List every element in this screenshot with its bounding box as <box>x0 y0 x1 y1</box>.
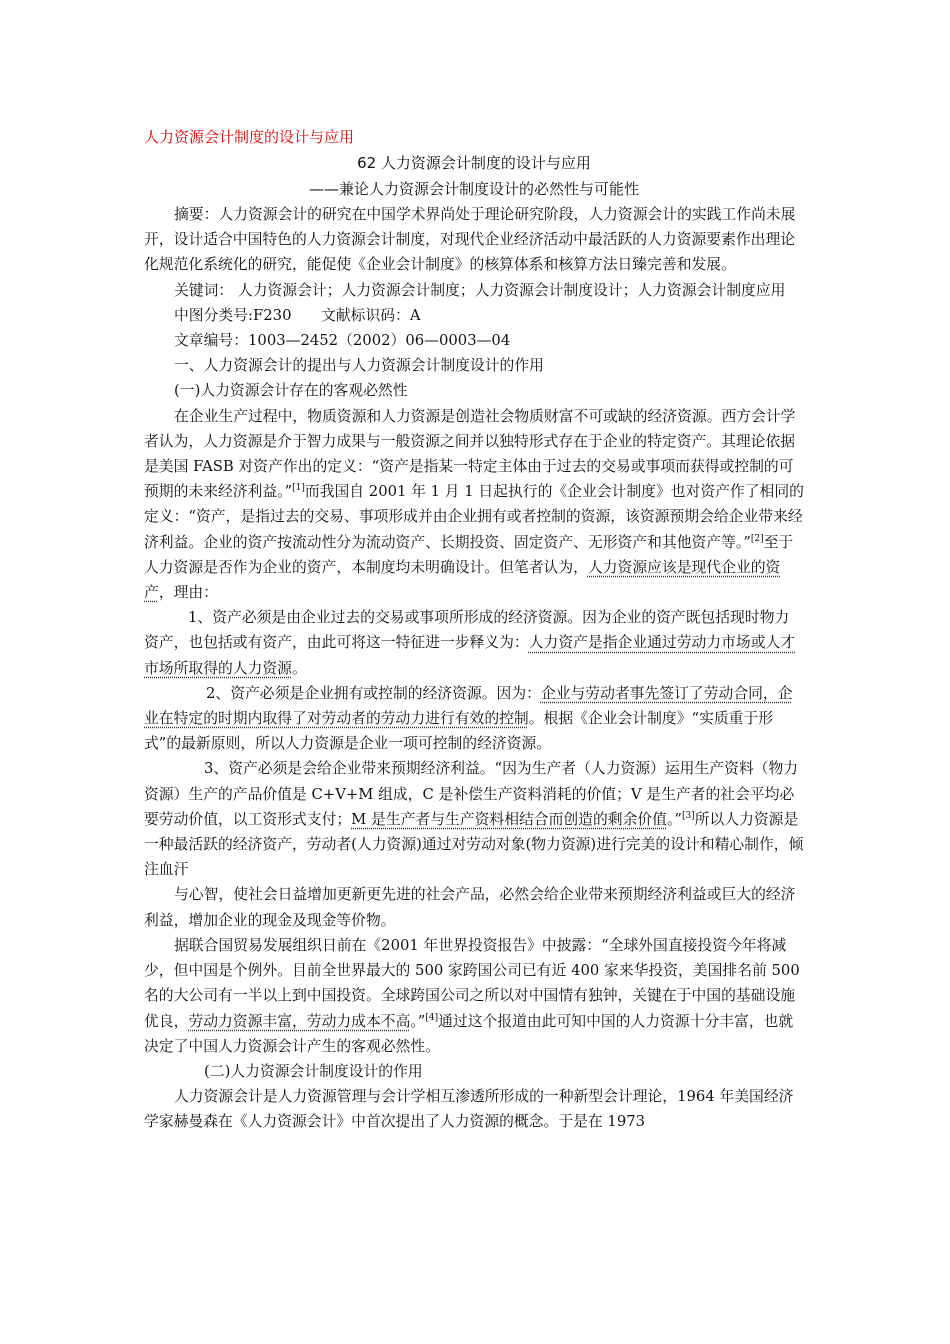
article-subtitle: ——兼论人力资源会计制度设计的必然性与可能性 <box>308 180 639 198</box>
list-item <box>144 681 804 757</box>
emphasis-text: 企业与劳动者事先签订了劳动合同，企业在特定的时期内取得了对劳动者的劳动力进行有效的控制 <box>144 684 793 728</box>
article-number: 文章编号：1003—2452（2002）06—0003—04 <box>174 332 511 350</box>
list-item-text: 1、资产必须是由企业过去的交易或事项所形成的经济资源。因为企业的资产既包括现时物力资产，也包括或有资产，由此可将这一特征进一步释义为： <box>144 609 790 652</box>
emphasis-text: 人力资源应该是现代企业的资产 <box>144 558 781 602</box>
list-item-text: 。根据《企业会计制度》“实质重于形式”的最新原则，所以人力资源是企业一项可控制的经济资源。 <box>144 710 774 753</box>
keywords: 关键词： 人力资源会计；人力资源会计制度；人力资源会计制度设计；人力资源会计制度应用 <box>174 281 786 299</box>
paragraph-continuation: 与心智，使社会日益增加更新更先进的社会产品，必然会给企业带来预期经济利益或巨大的经济利益，增加企业的现金及现金等价物。 <box>144 886 796 929</box>
article-title: 62 人力资源会计制度的设计与应用 <box>357 154 591 172</box>
citation-ref[interactable]: [1] <box>292 483 305 494</box>
classification: 中图分类号:F230 文献标识码：A <box>174 306 421 324</box>
document-body <box>144 124 804 1135</box>
document-header-title[interactable]: 人力资源会计制度的设计与应用 <box>144 128 355 146</box>
paragraph-text: 至于人力资源是否作为企业的资产，本制度均未明确设计。但笔者认为， <box>144 533 794 576</box>
section-heading-1: 一、人力资源会计的提出与人力资源会计制度设计的作用 <box>174 357 544 375</box>
abstract: 摘要：人力资源会计的研究在中国学术界尚处于理论研究阶段，人力资源会计的实践工作尚未展开，设计适合中国特色的人力资源会计制度，对现代企业经济活动中最活跃的人力资源要素作出理论化规范化系统化的研究，能促使《企业会计制度》的核算体系和核算方法日臻完善和发展。 <box>144 206 796 274</box>
paragraph-text: 而我国自 2001 年 1 月 1 日起执行的《企业会计制度》也对资产作了相同的定义：“资产，是指过去的交易、事项形成并由企业拥有或者控制的资源，该资源预期会给企业带来经济利益。企业的资产按流动性分为流动资产、长期投资、固定资产、无形资产和其他资产等。” <box>144 483 804 551</box>
paragraph-text: 。” <box>410 1012 426 1030</box>
list-item-text: 3、资产必须是会给企业带来预期经济利益。“因为生产者（人力资源）运用生产资料（物力资源）生产的产品价值是 C+V+M 组成，C 是补偿生产资料消耗的价值；V 是生产者的社会平均必要劳动价值，以工资形式支付； <box>144 760 799 828</box>
paragraph-text: 通过这个报道由此可知中国的人力资源十分丰富，也就决定了中国人力资源会计产生的客观必然性。 <box>144 1012 794 1055</box>
paragraph-hra-origin: 人力资源会计是人力资源管理与会计学相互渗透所形成的一种新型会计理论，1964 年美国经济学家赫曼森在《人力资源会计》中首次提出了人力资源的概念。于是在 1973 <box>144 1088 794 1131</box>
emphasis-text: 人力资产是指企业通过劳动力市场或人才市场所取得的人力资源 <box>144 634 796 677</box>
paragraph-text: 在企业生产过程中，物质资源和人力资源是创造社会物质财富不可或缺的经济资源。西方会计学者认为，人力资源是介于智力成果与一般资源之间并以独特形式存在于企业的特定资产。其理论依据是美国 FASB 对资产作出的定义：“资产是指某一特定主体由于过去的交易或事项而获得或控制的可预期的未来经济利益。” <box>144 407 796 501</box>
emphasis-text: 劳动力资源丰富，劳动力成本不高 <box>188 1012 411 1030</box>
list-item-text: 2、资产必须是企业拥有或控制的经济资源。因为： <box>206 684 541 702</box>
paragraph-text: ，理由： <box>158 584 219 602</box>
list-item <box>144 605 804 681</box>
list-item-text: 所以人力资源是一种最活跃的经济资产，劳动者(人力资源)通过对劳动对象(物力资源)进行完美的设计和精心制作，倾注血汗 <box>144 810 804 879</box>
subsection-heading-1: (一)人力资源会计存在的客观必然性 <box>174 382 408 400</box>
list-item-text: 。 <box>291 659 307 677</box>
paragraph-assets-definition <box>144 404 804 606</box>
list-item <box>144 756 804 882</box>
citation-ref[interactable]: [2] <box>750 533 764 544</box>
paragraph-investment-report <box>144 933 804 1059</box>
emphasis-text: M 是生产者与生产资料相结合而创造的剩余价值 <box>351 810 667 828</box>
paragraph-text: 据联合国贸易发展组织日前在《2001 年世界投资报告》中披露：“全球外国直接投资今年将减少，但中国是个例外。目前全世界最大的 500 家跨国公司已有近 400 家来华投资，美国排名前 500 名的大公司有一半以上到中国投资。全球跨国公司之所以对中国情有独钟，关键在于中国的基础设施优良， <box>144 936 800 1030</box>
citation-ref[interactable]: [3] <box>681 810 695 821</box>
subsection-heading-2: (二)人力资源会计制度设计的作用 <box>204 1062 423 1080</box>
list-item-text: 。” <box>666 810 682 828</box>
citation-ref[interactable]: [4] <box>425 1012 439 1023</box>
